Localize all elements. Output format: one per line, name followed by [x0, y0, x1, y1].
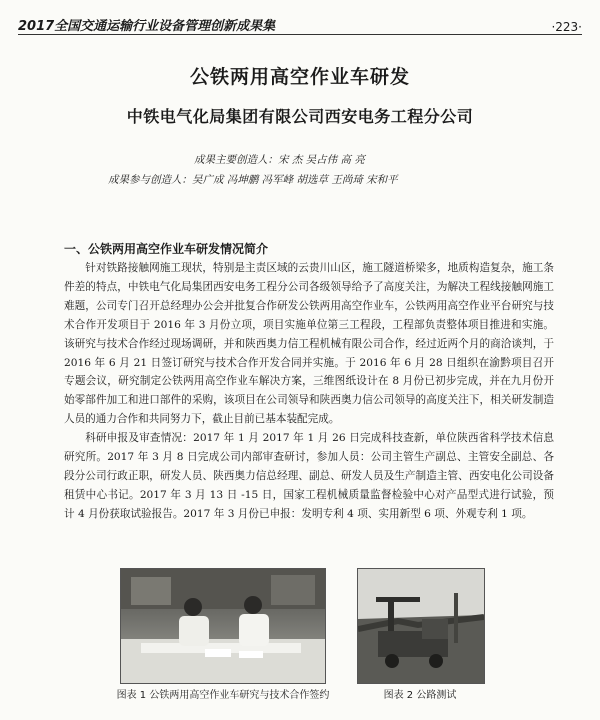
- figure-1-photo: [120, 568, 326, 684]
- organization-name: 中铁电气化局集团有限公司西安电务工程分公司: [126, 107, 474, 126]
- paragraph-1: 针对铁路接触网施工现状，特别是主责区域的云贵川山区，施工隧道桥梁多，地质构造复杂，施工条件差的特点，中铁电气化局集团西安电务工程分公司各级领导给予了高度关注，为解决工程线接触网施工难题，公司专门召开总经理办公会并批复合作研发公铁两用高空作业车，公铁两用高空作业平台研究与技术合作开发项目于 2016 年 3 月份立项，项目实施单位第三工程段，工程部负责整体项目推进和实施。该研究与技术合作经过现场调研，并和陕西奥力信工程机械有限公司合作，经过近两个月的商洽谈判，于 2016 年 6 月 21 日签订研究与技术合作开发合同并实施。于 2016 年 6 月 28 日组织在渝黔项目召开专题会议，研究制定公铁两用高空作业车解决方案，三维图纸设计在 8 月份已初步完成，并在九月份开始零部件加工和进口部件的采购，该项目在公司领导和陕西奥力信公司领导的高度关注下，相关研发制造人员的通力合作和共同努力下，截止目前已基本装配完成。: [64, 262, 554, 426]
- page-number: ·223·: [551, 20, 582, 34]
- figure-2-photo: [357, 568, 485, 684]
- creators-block: [108, 150, 560, 190]
- main-creators: 成果主要创造人：宋 杰 吴占伟 高 亮: [194, 154, 365, 166]
- figure-1-caption: 图表 1 公铁两用高空作业车研究与技术合作签约: [116, 690, 330, 701]
- participant-creators: 成果参与创造人：吴广成 冯坤鹏 冯军峰 胡选草 王尚琦 宋和平: [108, 174, 398, 186]
- figure-2-caption: 图表 2 公路测试: [383, 690, 457, 701]
- journal-title: 2017全国交通运输行业设备管理创新成果集: [18, 19, 276, 34]
- article-body: [64, 259, 554, 524]
- running-header: [18, 8, 582, 35]
- article-title: 公铁两用高空作业车研发: [189, 66, 410, 88]
- section-heading: 一、公铁两用高空作业车研发情况简介: [64, 242, 269, 256]
- road-test-photo: [358, 569, 484, 683]
- signing-ceremony-photo: [121, 569, 325, 683]
- paragraph-2: 科研申报及审查情况：2017 年 1 月 2017 年 1 月 26 日完成科技查新，单位陕西省科学技术信息研究所。2017 年 3 月 8 日完成公司内部审查研讨，参加人员：公司主管生产副总、主管安全副总、各段分公司行政正职，研发人员、陕西奥力信总经理、副总、研发人员及生产制造主管、西安电化公司设备租赁中心书记。2017 年 3 月 13 日 -15 日，国家工程机械质量监督检验中心对产品型式进行试验，预计 4 月份获取试验报告。2017 年 3 月份已申报：发明专利 4 项、实用新型 6 项、外观专利 1 项。: [64, 432, 554, 520]
